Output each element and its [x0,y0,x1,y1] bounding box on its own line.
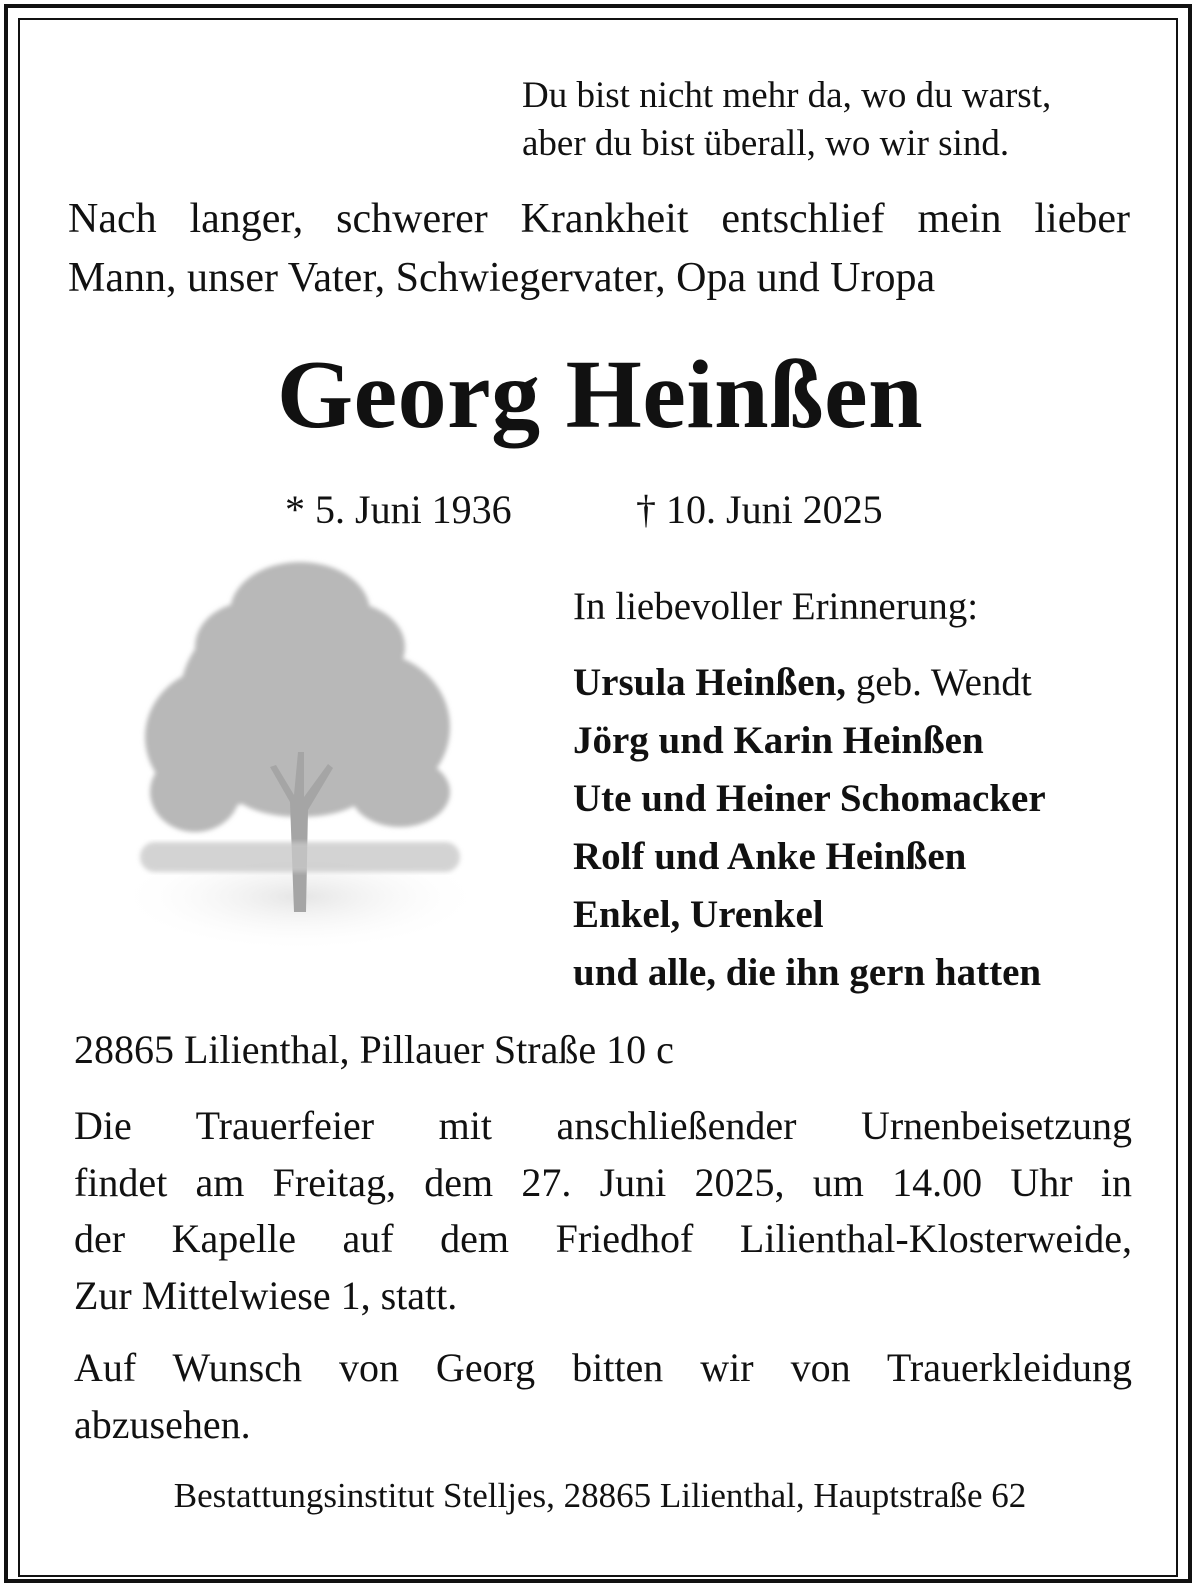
motto-line-2: aber du bist überall, wo wir sind. [522,123,1010,164]
mourner-note: geb. Wendt [846,661,1032,704]
ceremony-line-4: Zur Mittelwiese 1, statt. [74,1272,458,1318]
mourner-line [573,828,1046,886]
motto-quote [522,72,1142,168]
tree-icon [100,552,500,972]
intro-line-1: Nach langer, schwerer Krankheit entschlief mein lieber [68,196,1130,242]
intro-line-2: Mann, unser Vater, Schwiegervater, Opa und Uropa [68,255,936,301]
ceremony-line-3: der Kapelle auf dem Friedhof Lilienthal-Klosterweide, [74,1216,1132,1261]
deceased-name: Georg Heinßen [276,341,924,449]
mourner-name: Ute und Heiner Schomacker [573,777,1046,820]
mourner-line [573,712,1046,770]
mourner-name: Rolf und Anke Heinßen [573,835,967,878]
ceremony-line-2: findet am Freitag, dem 27. Juni 2025, um 14.00 Uhr in [74,1159,1132,1205]
mourner-name: Ursula Heinßen, [573,661,847,704]
ceremony-line-1: Die Trauerfeier mit anschließender Urnenbeisetzung [74,1103,1132,1148]
undertaker-info: Bestattungsinstitut Stelljes, 28865 Lilienthal, Hauptstraße 62 [173,1476,1027,1515]
wish-line-2: abzusehen. [74,1401,251,1447]
mourner-line [573,944,1046,1002]
death-date: † 10. Juni 2025 [636,487,883,532]
mourners-list [573,654,1046,1002]
motto-line-1: Du bist nicht mehr da, wo du warst, [522,75,1052,116]
birth-date: * 5. Juni 1936 [285,487,512,532]
mourner-line [573,770,1046,828]
ceremony-text [74,1098,1132,1324]
family-address: 28865 Lilienthal, Pillauer Straße 10 c [74,1027,674,1072]
intro-text [68,190,1130,308]
mourner-line [573,886,1046,944]
mourner-line [573,654,1046,712]
wish-line-1: Auf Wunsch von Georg bitten wir von Trauerkleidung [74,1345,1132,1390]
remembrance-heading: In liebevoller Erinnerung: [573,585,979,628]
mourner-name: Enkel, Urenkel [573,893,824,936]
mourner-name: und alle, die ihn gern hatten [573,951,1042,994]
wish-text [74,1340,1132,1453]
mourner-name: Jörg und Karin Heinßen [573,719,984,762]
